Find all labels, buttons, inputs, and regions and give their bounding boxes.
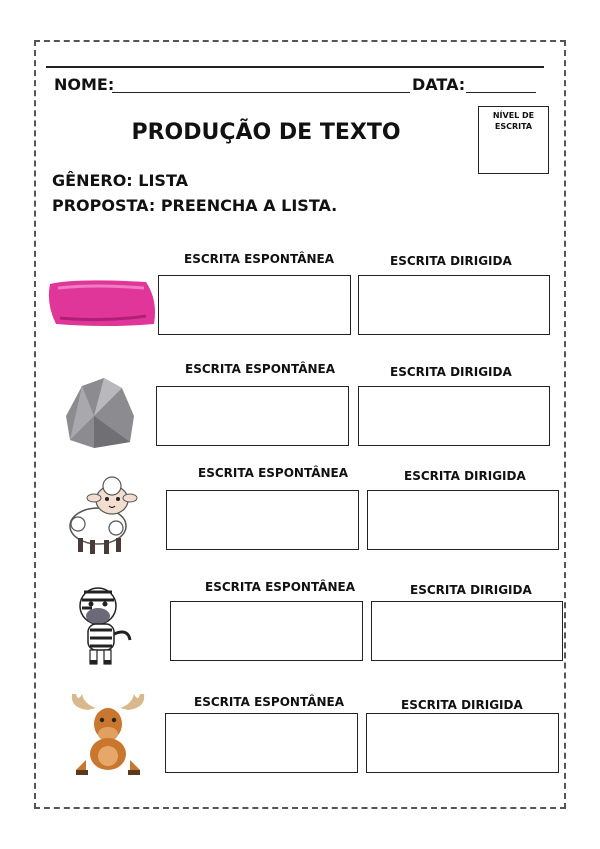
spontaneous-writing-label: ESCRITA ESPONTÂNEA [194,695,345,709]
writing-level-label-2: ESCRITA [494,122,533,131]
directed-writing-label: ESCRITA DIRIGIDA [390,254,512,268]
directed-writing-box[interactable] [366,713,559,773]
moose-icon [66,690,150,776]
sheep-icon [64,476,138,556]
pillow-icon [46,278,158,328]
list-item [0,578,600,688]
writing-level-box[interactable] [478,106,549,174]
directed-writing-box[interactable] [371,601,563,661]
spontaneous-writing-box[interactable] [156,386,349,446]
spontaneous-writing-label: ESCRITA ESPONTÂNEA [185,362,336,376]
list-item [0,248,600,358]
zebra-icon [72,582,138,668]
top-rule [46,66,544,68]
name-label: NOME: [54,75,115,94]
list-item [0,464,600,574]
name-field-line[interactable] [112,92,410,93]
spontaneous-writing-box[interactable] [166,490,359,550]
directed-writing-label: ESCRITA DIRIGIDA [410,583,532,597]
directed-writing-box[interactable] [358,386,550,446]
date-field-line[interactable] [466,92,536,93]
date-label: DATA: [412,75,466,94]
spontaneous-writing-box[interactable] [170,601,363,661]
spontaneous-writing-label: ESCRITA ESPONTÂNEA [184,252,335,266]
directed-writing-label: ESCRITA DIRIGIDA [404,469,526,483]
spontaneous-writing-box[interactable] [158,275,351,335]
directed-writing-box[interactable] [367,490,559,550]
genre-line: GÊNERO: LISTA [52,171,188,190]
spontaneous-writing-box[interactable] [165,713,358,773]
page-title: PRODUÇÃO DE TEXTO [131,120,401,145]
rock-icon [64,376,138,450]
list-item [0,360,600,470]
spontaneous-writing-label: ESCRITA ESPONTÂNEA [205,580,356,594]
directed-writing-label: ESCRITA DIRIGIDA [401,698,523,712]
spontaneous-writing-label: ESCRITA ESPONTÂNEA [198,466,349,480]
prompt-line: PROPOSTA: PREENCHA A LISTA. [52,196,338,215]
writing-level-label-1: NÍVEL DE [492,111,535,120]
directed-writing-label: ESCRITA DIRIGIDA [390,365,512,379]
directed-writing-box[interactable] [358,275,550,335]
list-item [0,690,600,800]
